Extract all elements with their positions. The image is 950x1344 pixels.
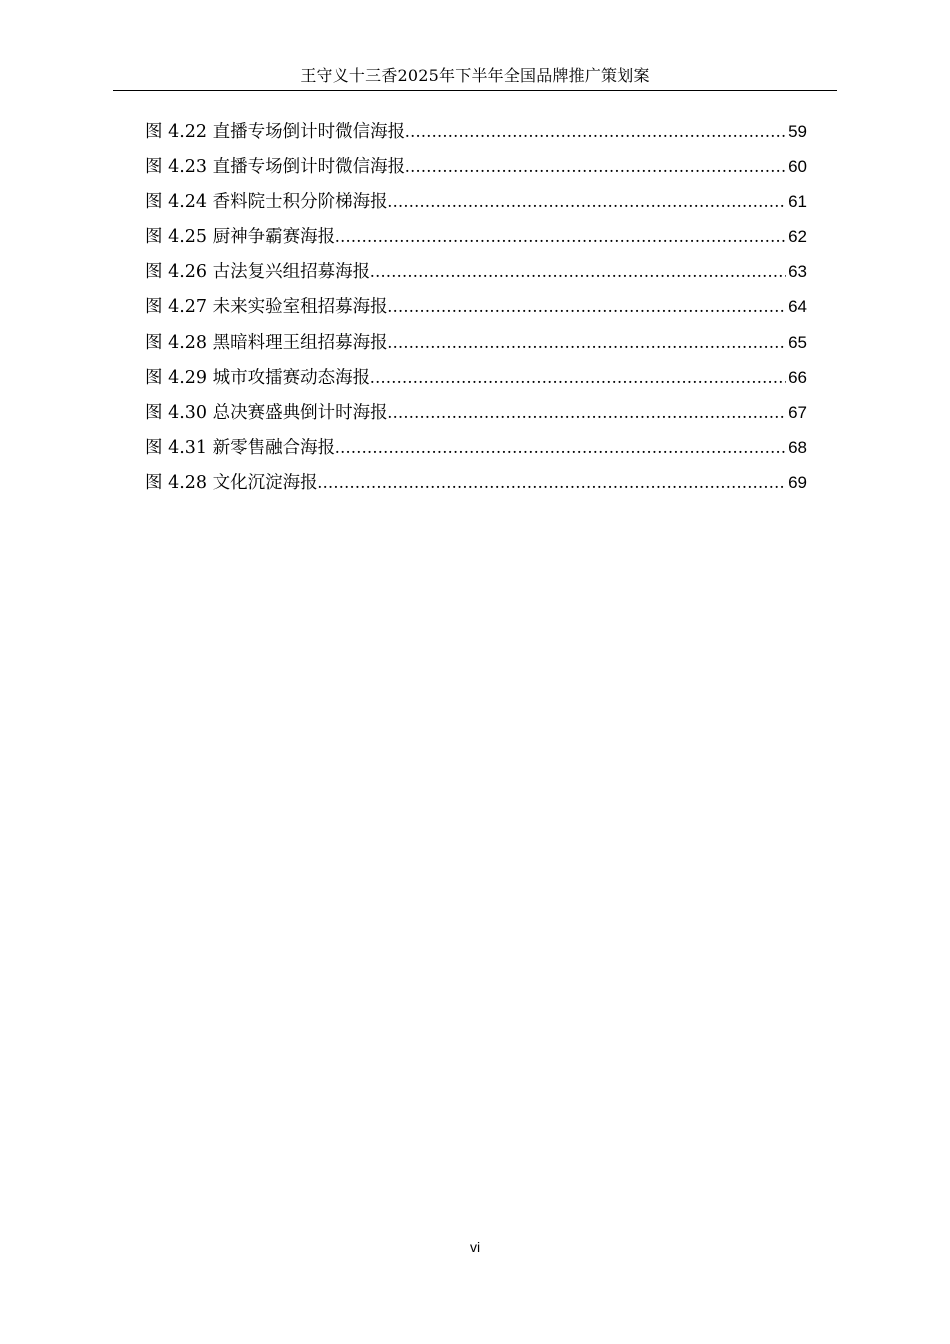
toc-entry-page: 68 [788,437,807,457]
toc-entry[interactable] [145,365,807,400]
header-divider [113,90,837,91]
toc-dot-leader [370,365,786,389]
toc-entry-label: 图 4.26 古法复兴组招募海报 [145,262,371,283]
toc-entry-page: 60 [788,157,807,177]
toc-entry-page: 66 [788,367,807,387]
toc-entry-page: 63 [788,262,807,282]
toc-dot-leader [370,259,786,283]
toc-entry-label: 图 4.22 直播专场倒计时微信海报 [145,122,406,142]
toc-entry-page: 64 [788,297,807,317]
list-of-figures [145,119,807,505]
toc-entry-label: 图 4.30 总决赛盛典倒计时海报 [145,402,388,423]
toc-entry-page: 59 [788,122,807,141]
toc-dot-leader [405,119,786,143]
toc-entry[interactable] [145,154,807,189]
toc-entry-label: 图 4.25 厨神争霸赛海报 [145,227,336,248]
toc-entry-label: 图 4.23 直播专场倒计时微信海报 [145,157,406,178]
toc-entry-label: 图 4.27 未来实验室租招募海报 [145,297,388,318]
toc-dot-leader [388,294,786,318]
toc-entry-page: 61 [788,192,807,212]
toc-entry[interactable] [145,189,807,224]
toc-entry-page: 67 [788,402,807,422]
toc-dot-leader [388,189,786,213]
toc-entry-page: 69 [788,472,807,492]
page-number: vi [469,1239,481,1255]
toc-entry-page: 65 [788,332,807,352]
toc-entry-label: 图 4.24 香料院士积分阶梯海报 [145,192,388,213]
toc-entry-label: 图 4.29 城市攻擂赛动态海报 [145,367,371,388]
toc-dot-leader [318,470,786,494]
toc-dot-leader [388,330,786,354]
toc-dot-leader [335,224,786,248]
toc-dot-leader [388,400,786,424]
toc-entry[interactable] [145,259,807,294]
toc-entry[interactable] [145,330,807,365]
toc-entry[interactable] [145,224,807,259]
toc-entry[interactable] [145,400,807,435]
toc-dot-leader [335,435,786,459]
running-header-title: 王守义十三香2025年下半年全国品牌推广策划案 [300,66,650,85]
toc-entry[interactable] [145,119,807,154]
toc-entry-page: 62 [788,227,807,247]
toc-entry-label: 图 4.28 文化沉淀海报 [145,472,318,493]
toc-entry[interactable] [145,435,807,470]
toc-dot-leader [405,154,786,178]
toc-entry[interactable] [145,470,807,505]
toc-entry-label: 图 4.31 新零售融合海报 [145,437,336,458]
toc-entry[interactable] [145,294,807,329]
toc-entry-label: 图 4.28 黑暗料理王组招募海报 [145,332,388,353]
